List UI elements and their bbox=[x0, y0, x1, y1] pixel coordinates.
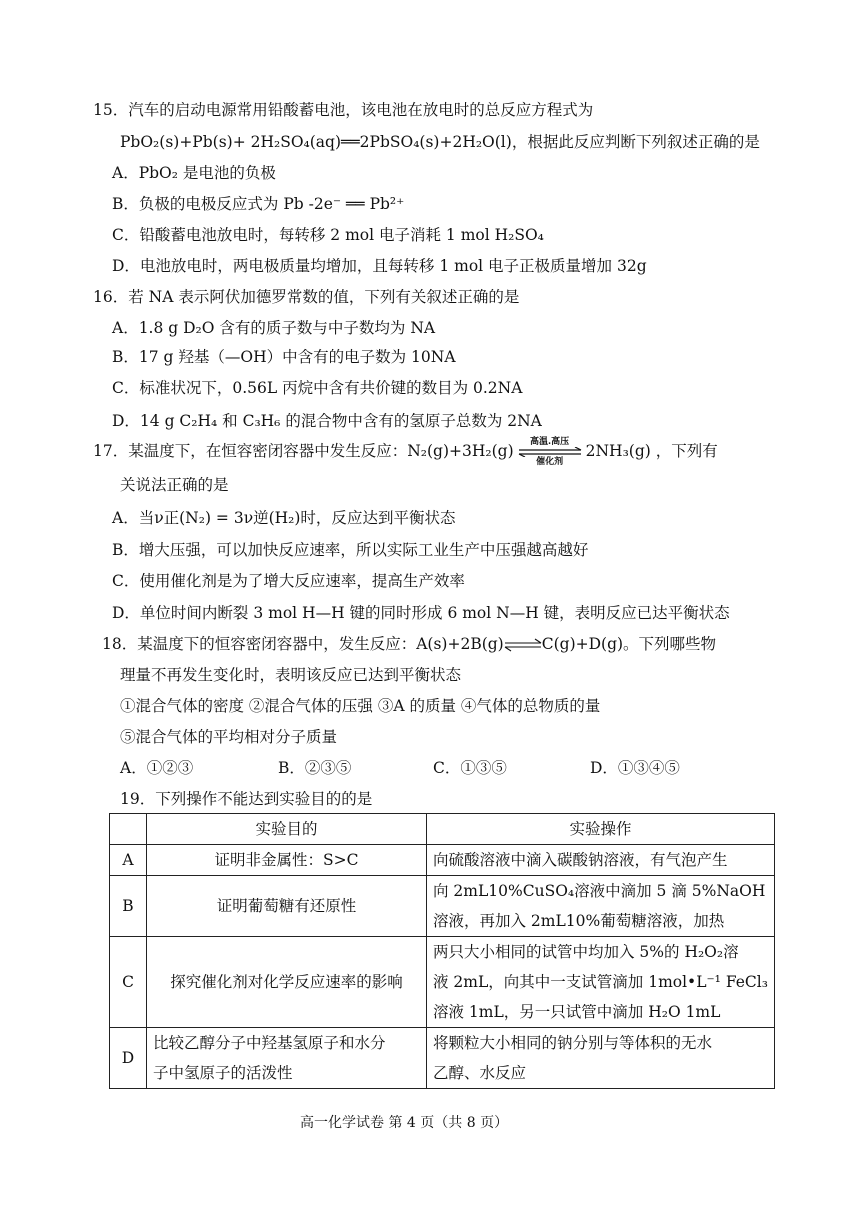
q18-stem bbox=[102, 634, 716, 654]
q17-stem-left: 17．某温度下，在恒容密闭容器中发生反应：N₂(g)+3H₂(g) bbox=[93, 442, 514, 460]
table-header-operation: 实验操作 bbox=[427, 814, 775, 845]
page-footer: 高一化学试卷 第 4 页（共 8 页） bbox=[300, 1115, 509, 1131]
row-key: C bbox=[110, 937, 147, 1028]
q18-stem-left: 18．某温度下的恒容密闭容器中，发生反应：A(s)+2B(g) bbox=[102, 635, 504, 653]
row-operation bbox=[427, 937, 775, 1028]
row-goal-line: 比较乙醇分子中羟基氢原子和水分 bbox=[153, 1034, 386, 1052]
q15-option-c: C．铅酸蓄电池放电时，每转移 2 mol 电子消耗 1 mol H₂SO₄ bbox=[112, 226, 544, 244]
arrow-condition-top: 高温.高压 bbox=[530, 437, 570, 447]
q18-option-a: A．①②③ bbox=[120, 759, 194, 777]
row-goal: 证明非金属性：S>C bbox=[147, 845, 427, 876]
row-key: D bbox=[110, 1028, 147, 1089]
q15-stem: 15．汽车的启动电源常用铅酸蓄电池，该电池在放电时的总反应方程式为 bbox=[93, 101, 594, 119]
row-goal bbox=[147, 1028, 427, 1089]
q16-option-d: D．14 g C₂H₄ 和 C₃H₆ 的混合物中含有的氢原子总数为 2NA bbox=[112, 412, 542, 430]
q18-stem-cont: 理量不再发生变化时，表明该反应已达到平衡状态 bbox=[120, 666, 462, 684]
row-key: B bbox=[110, 876, 147, 937]
row-operation-line: 将颗粒大小相同的钠分别与等体积的无水 bbox=[433, 1034, 713, 1052]
q18-items-line2: ⑤混合气体的平均相对分子质量 bbox=[120, 728, 338, 746]
row-operation-line: 液 2mL，向其中一支试管滴加 1mol•L⁻¹ FeCl₃ bbox=[433, 973, 768, 991]
q16-stem: 16．若 NA 表示阿伏加德罗常数的值，下列有关叙述正确的是 bbox=[93, 288, 520, 306]
table-row bbox=[110, 1028, 775, 1089]
q17-option-d: D．单位时间内断裂 3 mol H—H 键的同时形成 6 mol N—H 键，表明反应已达平衡状态 bbox=[112, 604, 730, 622]
q16-option-b: B．17 g 羟基（—OH）中含有的电子数为 10NA bbox=[112, 348, 456, 366]
q17-stem-cont: 关说法正确的是 bbox=[120, 476, 229, 494]
table-row bbox=[110, 937, 775, 1028]
q15-option-b: B．负极的电极反应式为 Pb -2e⁻ ══ Pb²⁺ bbox=[112, 195, 405, 213]
q18-option-c: C．①③⑤ bbox=[433, 759, 507, 777]
q17-option-b: B．增大压强，可以加快反应速率，所以实际工业生产中压强越高越好 bbox=[112, 541, 589, 559]
row-key: A bbox=[110, 845, 147, 876]
table-row bbox=[110, 876, 775, 937]
q15-option-a: A．PbO₂ 是电池的负极 bbox=[112, 164, 276, 182]
row-goal: 探究催化剂对化学反应速率的影响 bbox=[147, 937, 427, 1028]
q15-option-d: D．电池放电时，两电极质量均增加，且每转移 1 mol 电子正极质量增加 32g bbox=[112, 257, 647, 275]
row-operation-line: 向 2mL10%CuSO₄溶液中滴加 5 滴 5%NaOH bbox=[433, 882, 766, 900]
row-goal: 证明葡萄糖有还原性 bbox=[147, 876, 427, 937]
q18-option-d: D．①③④⑤ bbox=[590, 759, 680, 777]
q17-option-a: A．当ν正(N₂) = 3ν逆(H₂)时，反应达到平衡状态 bbox=[112, 509, 456, 527]
row-operation-line: 溶液，再加入 2mL10%葡萄糖溶液，加热 bbox=[433, 912, 725, 930]
q19-stem: 19．下列操作不能达到实验目的的是 bbox=[120, 790, 373, 808]
q17-stem bbox=[93, 436, 718, 467]
row-operation-line: 溶液 1mL，另一只试管中滴加 H₂O 1mL bbox=[433, 1003, 721, 1021]
q16-option-c: C．标准状况下，0.56L 丙烷中含有共价键的数目为 0.2NA bbox=[112, 379, 523, 397]
q17-stem-right: 2NH₃(g) ，下列有 bbox=[585, 442, 718, 460]
q15-equation: PbO₂(s)+Pb(s)+ 2H₂SO₄(aq)══2PbSO₄(s)+2H₂O(l)，根据此反应判断下列叙述正确的是 bbox=[120, 133, 760, 151]
q18-stem-right: C(g)+D(g)。下列哪些物 bbox=[541, 635, 717, 653]
q16-option-a: A．1.8 g D₂O 含有的质子数与中子数均为 NA bbox=[112, 319, 436, 337]
arrow-condition-bottom: 催化剂 bbox=[536, 457, 564, 467]
table-header-cell bbox=[110, 814, 147, 845]
q17-option-c: C．使用催化剂是为了增大反应速率，提高生产效率 bbox=[112, 572, 465, 590]
row-goal-line: 子中氢原子的活泼性 bbox=[153, 1064, 293, 1082]
table-header-row bbox=[110, 814, 775, 845]
row-operation bbox=[427, 876, 775, 937]
table-row bbox=[110, 845, 775, 876]
row-operation bbox=[427, 1028, 775, 1089]
reversible-arrow-icon bbox=[504, 638, 542, 652]
table-header-goal: 实验目的 bbox=[147, 814, 427, 845]
q18-items-line1: ①混合气体的密度 ②混合气体的压强 ③A 的质量 ④气体的总物质的量 bbox=[120, 697, 601, 715]
q18-option-b: B．②③⑤ bbox=[278, 759, 352, 777]
q19-table bbox=[109, 813, 775, 1089]
row-operation-line: 两只大小相同的试管中均加入 5%的 H₂O₂溶 bbox=[433, 943, 739, 961]
row-operation-line: 乙醇、水反应 bbox=[433, 1064, 527, 1082]
row-operation: 向硫酸溶液中滴入碳酸钠溶液，有气泡产生 bbox=[427, 845, 775, 876]
equilibrium-arrow-icon bbox=[517, 437, 583, 467]
